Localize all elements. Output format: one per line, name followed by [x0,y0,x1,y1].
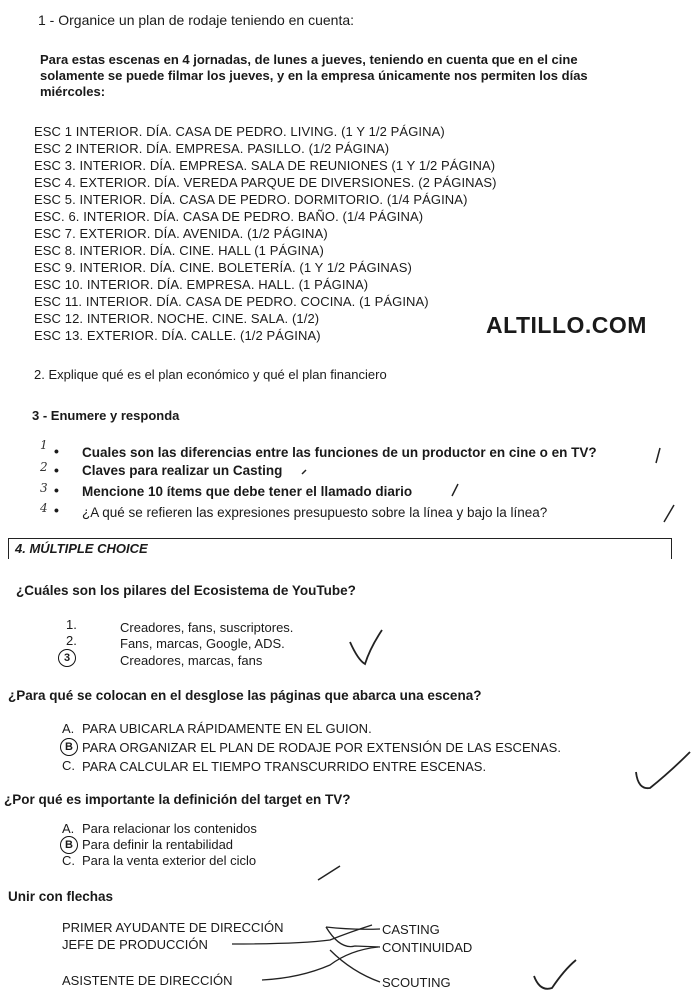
q4-title: 4. MÚLTIPLE CHOICE [15,541,148,556]
check-mark-icon [656,448,660,463]
scene-item: ESC 10. INTERIOR. DÍA. EMPRESA. HALL. (1 PÁGINA) [34,277,369,292]
check-mark-icon [350,630,382,664]
match-left-item: PRIMER AYUDANTE DE DIRECCIÓN [62,920,284,935]
mc2-option: PARA ORGANIZAR EL PLAN DE RODAJE POR EXTENSIÓN DE LAS ESCENAS. [82,740,561,755]
match-right-item: SCOUTING [382,975,451,990]
match-line [326,927,380,929]
scene-item: ESC 4. EXTERIOR. DÍA. VEREDA PARQUE DE DIVERSIONES. (2 PÁGINAS) [34,175,497,190]
match-right-item: CASTING [382,922,440,937]
mc1-selected-circle: 3 [58,648,76,667]
check-mark-icon [636,752,690,788]
q3-item: Cuales son las diferencias entre las funciones de un productor en cine o en TV? [82,445,597,460]
handwritten-number: 1 [40,438,48,452]
bullet-dot: • [54,443,59,459]
scene-item: ESC 5. INTERIOR. DÍA. CASA DE PEDRO. DORMITORIO. (1/4 PÁGINA) [34,192,468,207]
mc3-option: Para la venta exterior del ciclo [82,853,257,868]
mc2-option-label: C. [62,758,75,773]
bullet-dot: • [54,462,59,478]
match-line [232,925,372,944]
check-mark-icon [302,470,306,474]
scene-item: ESC 7. EXTERIOR. DÍA. AVENIDA. (1/2 PÁGINA) [34,226,328,241]
match-left-item: ASISTENTE DE DIRECCIÓN [62,973,233,988]
q3-item: Mencione 10 ítems que debe tener el llamado diario [82,484,413,499]
mc2-option-label: A. [62,721,75,736]
q3-title: 3 - Enumere y responda [32,408,180,423]
mc1-option-label: 1. [66,617,77,632]
mc3-question: ¿Por qué es importante la definición del target en TV? [4,792,351,807]
mc2-option: PARA UBICARLA RÁPIDAMENTE EN EL GUION. [82,721,372,736]
scene-item: ESC 8. INTERIOR. DÍA. CINE. HALL (1 PÁGINA) [34,243,324,258]
mc3-option: Para relacionar los contenidos [82,821,257,836]
check-mark-icon [664,505,674,522]
handwritten-number: 4 [40,501,48,515]
q2-title: 2. Explique qué es el plan económico y qué el plan financiero [34,367,387,382]
scene-item: ESC 11. INTERIOR. DÍA. CASA DE PEDRO. COCINA. (1 PÁGINA) [34,294,429,309]
handwritten-number: 2 [40,460,48,474]
q1-intro-line-1: Para estas escenas en 4 jornadas, de lunes a jueves, teniendo en cuenta que en el cine [40,52,578,67]
match-right-item: CONTINUIDAD [382,940,473,955]
check-mark-icon [452,484,458,496]
q3-item: Claves para realizar un Casting [82,463,283,478]
mc1-option: Creadores, marcas, fans [120,653,263,668]
scene-item: ESC 3. INTERIOR. DÍA. EMPRESA. SALA DE REUNIONES (1 Y 1/2 PÁGINA) [34,158,496,173]
match-title: Unir con flechas [8,889,114,904]
scene-item: ESC 9. INTERIOR. DÍA. CINE. BOLETERÍA. (1 Y 1/2 PÁGINAS) [34,260,412,275]
match-line [330,950,380,982]
mc1-option-label: 2. [66,633,77,648]
mc3-option-label: C. [62,853,75,868]
mc2-option: PARA CALCULAR EL TIEMPO TRANSCURRIDO ENTRE ESCENAS. [82,759,487,774]
mc2-question: ¿Para qué se colocan en el desglose las páginas que abarca una escena? [8,688,482,703]
scene-item: ESC 13. EXTERIOR. DÍA. CALLE. (1/2 PÁGINA) [34,328,321,343]
mc1-option: Creadores, fans, suscriptores. [120,620,294,635]
watermark: ALTILLO.COM [486,312,647,338]
mc2-selected-circle: B [60,737,78,756]
scene-item: ESC 2 INTERIOR. DÍA. EMPRESA. PASILLO. (1/2 PÁGINA) [34,141,390,156]
q1-intro-line-2: solamente se puede filmar los jueves, y en la empresa únicamente nos permiten los días [40,68,588,83]
match-line [326,927,380,947]
q1-title: 1 - Organice un plan de rodaje teniendo en cuenta: [38,12,355,28]
q3-item: ¿A qué se refieren las expresiones presupuesto sobre la línea y bajo la línea? [82,505,548,520]
bullet-dot: • [54,482,59,498]
check-mark-icon [534,960,576,989]
handwritten-number: 3 [40,481,48,495]
scene-item: ESC. 6. INTERIOR. DÍA. CASA DE PEDRO. BAÑO. (1/4 PÁGINA) [34,209,424,224]
mc3-option-label: A. [62,821,75,836]
scene-item: ESC 12. INTERIOR. NOCHE. CINE. SALA. (1/2) [34,311,320,326]
mc3-option: Para definir la rentabilidad [82,837,234,852]
q1-intro-line-3: miércoles: [40,84,106,99]
match-line [262,947,378,980]
mc1-question: ¿Cuáles son los pilares del Ecosistema de YouTube? [16,583,356,598]
match-left-item: JEFE DE PRODUCCIÓN [62,937,208,952]
bullet-dot: • [54,502,59,518]
mc1-option: Fans, marcas, Google, ADS. [120,636,285,651]
scene-item: ESC 1 INTERIOR. DÍA. CASA DE PEDRO. LIVING. (1 Y 1/2 PÁGINA) [34,124,445,139]
check-mark-icon [318,866,340,880]
mc3-selected-circle: B [60,835,78,854]
